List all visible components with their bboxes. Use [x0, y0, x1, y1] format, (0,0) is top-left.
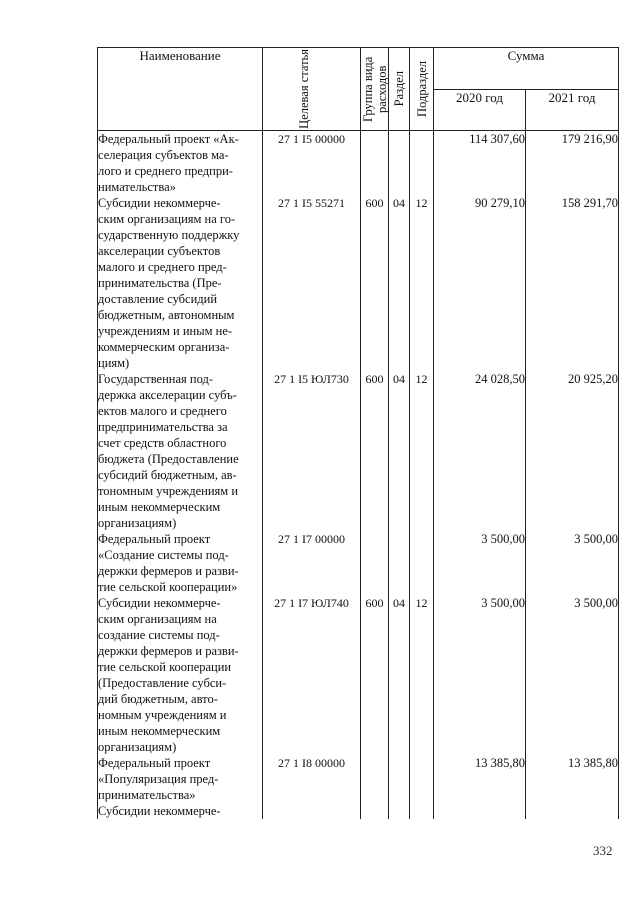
row-sum-2021: 3 500,00 [526, 595, 619, 755]
row-section [389, 531, 410, 595]
table-body [98, 131, 619, 820]
row-section [389, 755, 410, 803]
table-row [98, 195, 619, 371]
row-code: 27 1 I5 55271 [263, 195, 361, 371]
table-row [98, 755, 619, 803]
row-group [361, 803, 389, 819]
row-code: 27 1 I7 ЮЛ740 [263, 595, 361, 755]
budget-table [97, 47, 619, 819]
table-row [98, 371, 619, 531]
table-row [98, 595, 619, 755]
row-code: 27 1 I7 00000 [263, 531, 361, 595]
row-subsection: 12 [410, 371, 434, 531]
row-group: 600 [361, 371, 389, 531]
header-target-article [263, 48, 361, 131]
row-sum-2021: 13 385,80 [526, 755, 619, 803]
row-code [263, 803, 361, 819]
page-number: 332 [593, 843, 613, 858]
row-code: 27 1 I5 ЮЛ730 [263, 371, 361, 531]
row-sum-2020: 114 307,60 [434, 131, 526, 196]
row-section [389, 131, 410, 196]
row-sum-2020: 3 500,00 [434, 595, 526, 755]
header-year-2021: 2021 год [526, 89, 619, 131]
row-section: 04 [389, 595, 410, 755]
table-header [98, 48, 619, 131]
row-sum-2020: 90 279,10 [434, 195, 526, 371]
header-name: Наименование [98, 48, 263, 131]
header-subsection [410, 48, 434, 131]
row-name: Федеральный проект «Популяризация пред- принимательства» [98, 756, 219, 802]
row-subsection: 12 [410, 195, 434, 371]
row-sum-2021: 3 500,00 [526, 531, 619, 595]
row-name: Государственная под- держка акселерации субъ- ектов малого и среднего предпринимательства за счет средств областного бюджета (Предоставление субсидий бюджетным, ав- тономным учреждениям и иным некоммерческим организациям) [98, 372, 239, 530]
header-expense-group [361, 48, 389, 131]
row-subsection [410, 531, 434, 595]
row-code: 27 1 I5 00000 [263, 131, 361, 196]
table-row [98, 131, 619, 196]
row-sum-2020: 13 385,80 [434, 755, 526, 803]
row-name: Федеральный проект «Создание системы под- держки фермеров и разви- тие сельской кооперации» [98, 532, 239, 594]
row-sum-2020: 3 500,00 [434, 531, 526, 595]
row-name: Субсидии некоммерче- ским организациям на создание системы под- держки фермеров и разви- тие сельской кооперации (Предоставление субси- дий бюджетным, авто- номным учреждениям и иным некоммерческим организациям) [98, 596, 239, 754]
row-sum-2020 [434, 803, 526, 819]
row-subsection [410, 131, 434, 196]
row-group: 600 [361, 595, 389, 755]
row-group: 600 [361, 195, 389, 371]
row-section: 04 [389, 371, 410, 531]
row-sum-2021: 179 216,90 [526, 131, 619, 196]
table-row [98, 803, 619, 819]
row-sum-2021: 20 925,20 [526, 371, 619, 531]
header-year-2020: 2020 год [434, 89, 526, 131]
table-row [98, 531, 619, 595]
header-subsection-label: Подраздел [414, 61, 429, 117]
header-expense-group-label: Группа вида расходов [360, 56, 389, 122]
row-sum-2021: 158 291,70 [526, 195, 619, 371]
row-section: 04 [389, 195, 410, 371]
header-section-label: Раздел [392, 71, 406, 107]
row-group [361, 755, 389, 803]
row-group [361, 131, 389, 196]
header-target-article-label: Целевая статья [296, 49, 311, 129]
row-subsection [410, 803, 434, 819]
row-name: Субсидии некоммерче- [98, 804, 221, 818]
row-subsection [410, 755, 434, 803]
row-sum-2020: 24 028,50 [434, 371, 526, 531]
row-code: 27 1 I8 00000 [263, 755, 361, 803]
row-sum-2021 [526, 803, 619, 819]
header-sum: Сумма [434, 48, 619, 90]
row-name: Субсидии некоммерче- ским организациям на го- сударственную поддержку акселерации субъектов малого и среднего пред- принимательства (Пре- доставление субсидий бюджетным, автономным учреждениям и иным не- коммерческим организа- циям) [98, 196, 240, 370]
row-subsection: 12 [410, 595, 434, 755]
row-name: Федеральный проект «Ак- селерация субъектов ма- лого и среднего предпри- нимательства» [98, 132, 239, 194]
row-section [389, 803, 410, 819]
row-group [361, 531, 389, 595]
header-section [389, 48, 410, 131]
